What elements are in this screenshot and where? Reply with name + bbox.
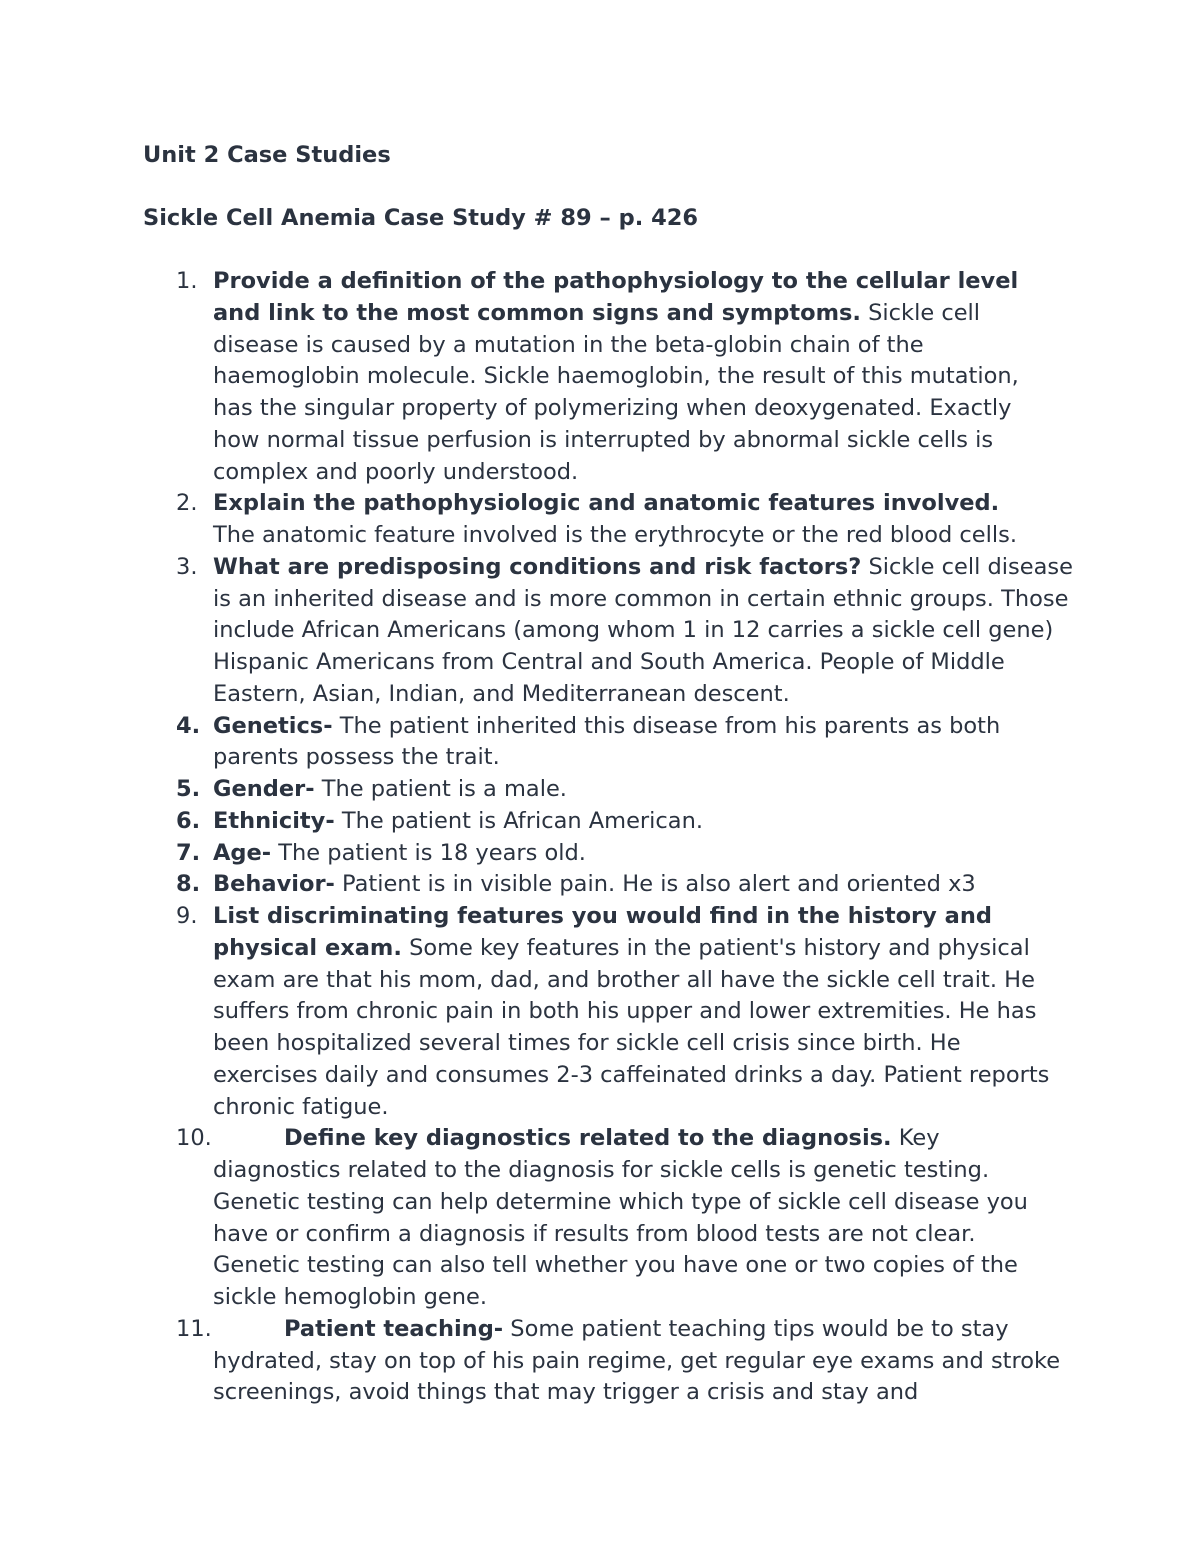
unit-title: Unit 2 Case Studies	[143, 142, 391, 168]
item-number: 4.	[176, 712, 201, 739]
item-question: What are predisposing conditions and risk factors?	[213, 553, 862, 580]
list-item	[0, 1123, 1200, 1314]
item-number: 6.	[176, 807, 201, 834]
item-question: Define key diagnostics related to the diagnosis.	[284, 1125, 892, 1152]
item-number: 7.	[176, 839, 201, 866]
item-body	[213, 266, 1063, 488]
item-number: 5.	[176, 776, 201, 802]
item-answer: The patient is a male.	[321, 776, 567, 802]
list-item	[0, 266, 1200, 488]
item-question: Behavior-	[213, 871, 335, 898]
item-body	[213, 806, 1075, 838]
item-number: 1.	[176, 268, 198, 294]
item-body	[213, 774, 1075, 806]
item-number: 8.	[176, 871, 201, 898]
question-list	[0, 266, 1200, 1409]
list-item	[0, 901, 1200, 1123]
item-body	[213, 869, 1075, 901]
item-answer: Some patient teaching tips would be to stay hydrated, stay on top of his pain regime, get regular eye exams and stroke screenings, avoid things that may trigger a crisis and stay and	[213, 1315, 1061, 1406]
list-item	[0, 711, 1200, 775]
item-answer: The patient inherited this disease from his parents as both parents possess the trait.	[213, 712, 1001, 771]
item-answer: Sickle cell disease is caused by a mutation in the beta-globin chain of the haemoglobin molecule. Sickle haemoglobin, the result of this mutation, has the singular property of polymerizing when deoxygenated. Exactly how normal tissue perfusion is interrupted by abnormal sickle cells is complex and poorly understood.	[213, 299, 1019, 485]
item-number: 11.	[176, 1315, 212, 1342]
item-number: 10.	[176, 1125, 212, 1152]
list-item	[0, 774, 1200, 806]
item-answer: Some key features in the patient's history and physical exam are that his mom, dad, and brother all have the sickle cell trait. He suffers from chronic pain in both his upper and lower extremities. He has been hospitalized several times for sickle cell crisis since birth. He exercises daily and consumes 2-3 caffeinated drinks a day. Patient reports chronic fatigue.	[213, 934, 1050, 1120]
item-body	[213, 838, 1075, 870]
list-item	[0, 1314, 1200, 1409]
list-item	[0, 869, 1200, 901]
item-question: List discriminating features you would find in the history and physical exam.	[213, 903, 992, 961]
item-answer: The patient is 18 years old.	[278, 839, 586, 866]
item-question: Patient teaching-	[284, 1315, 504, 1342]
item-answer: The patient is African American.	[341, 807, 703, 834]
item-answer: Sickle cell disease is an inherited disease and is more common in certain ethnic groups. Those include African Americans (among whom 1 in 12 carries a sickle cell gene) Hispanic Americans from Central and South America. People of Middle Eastern, Asian, Indian, and Mediterranean descent.	[213, 553, 1073, 707]
item-body	[213, 1123, 1061, 1314]
item-body	[213, 488, 1043, 552]
item-body	[213, 711, 1053, 775]
item-question: Genetics-	[213, 712, 333, 739]
list-item	[0, 552, 1200, 711]
item-number: 9.	[176, 903, 198, 929]
list-item	[0, 806, 1200, 838]
item-question: Age-	[213, 839, 272, 866]
item-question: Provide a definition of the pathophysiology to the cellular level and link to the most common signs and symptoms.	[213, 268, 1019, 326]
item-body	[213, 901, 1061, 1123]
list-item	[0, 838, 1200, 870]
item-body	[213, 1314, 1061, 1409]
item-answer: Key diagnostics related to the diagnosis for sickle cells is genetic testing. Genetic testing can help determine which type of sickle cell disease you have or confirm a diagnosis if results from blood tests are not clear. Genetic testing can also tell whether you have one or two copies of the sickle hemoglobin gene.	[213, 1125, 1028, 1310]
item-question: Gender-	[213, 776, 315, 802]
item-question: Ethnicity-	[213, 807, 335, 834]
item-answer: Patient is in visible pain. He is also alert and oriented x3	[342, 871, 976, 898]
list-item	[0, 488, 1200, 552]
item-question: Explain the pathophysiologic and anatomic features involved.	[213, 490, 1000, 517]
case-study-title: Sickle Cell Anemia Case Study # 89 – p. 426	[143, 205, 699, 231]
item-number: 2.	[176, 490, 198, 517]
item-answer: The anatomic feature involved is the erythrocyte or the red blood cells.	[213, 522, 1018, 548]
item-number: 3.	[176, 553, 198, 580]
item-body	[213, 552, 1075, 711]
